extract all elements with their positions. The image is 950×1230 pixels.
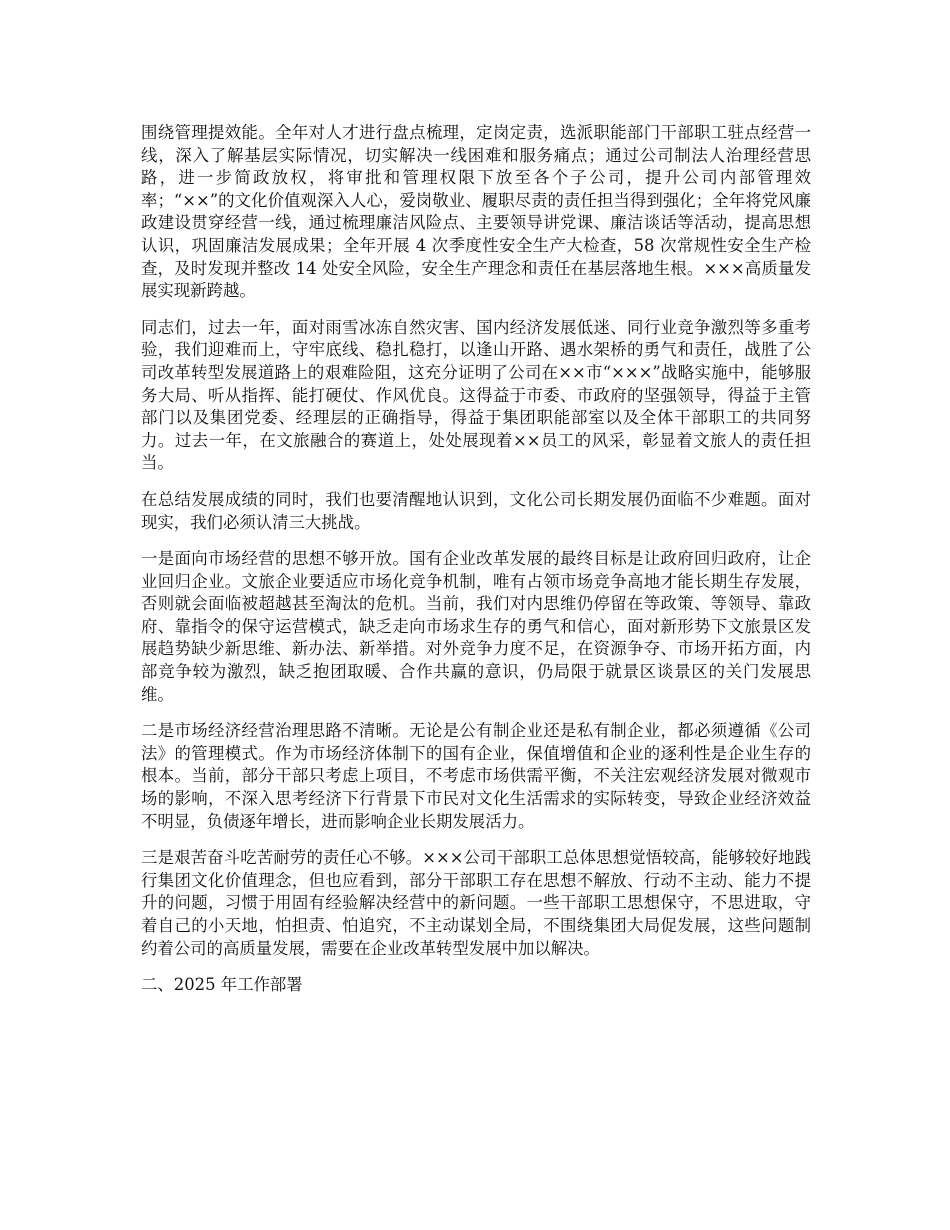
- paragraph-challenges-intro: 在总结发展成绩的同时，我们也要清醒地认识到，文化公司长期发展仍面临不少难题。面对现实，我们必须认清三大挑战。: [141, 489, 811, 532]
- document-body: [141, 122, 811, 1011]
- paragraph-management-efficiency: 围绕管理提效能。全年对人才进行盘点梳理，定岗定责，选派职能部门干部职工驻点经营一线，深入了解基层实际情况，切实解决一线困难和服务痛点；通过公司制法人治理经营思路，进一步简政放权，将审批和管理权限下放至各个子公司，提升公司内部管理效率；“××”的文化价值观深入人心，爱岗敬业、履职尽责的责任担当得到强化；全年将党风廉政建设贯穿经营一线，通过梳理廉洁风险点、主要领导讲党课、廉洁谈话等活动，提高思想认识，巩固廉洁发展成果；全年开展 4 次季度性安全生产大检查，58 次常规性安全生产检查，及时发现并整改 14 处安全风险，安全生产理念和责任在基层落地生根。×××高质量发展实现新跨越。: [141, 123, 811, 301]
- section-heading: 二、2025 年工作部署: [141, 975, 303, 995]
- paragraph-challenge-two: 二是市场经济经营治理思路不清晰。无论是公有制企业还是私有制企业，都必须遵循《公司法》的管理模式。作为市场经济体制下的国有企业，保值增值和企业的逐利性是企业生存的根本。当前，部分干部只考虑上项目，不考虑市场供需平衡，不关注宏观经济发展对微观市场的影响，不深入思考经济下行背景下市民对文化生活需求的实际转变，导致企业经济效益不明显，负债逐年增长，进而影响企业长期发展活力。: [141, 721, 811, 831]
- paragraph-challenge-three: 三是艰苦奋斗吃苦耐劳的责任心不够。×××公司干部职工总体思想觉悟较高，能够较好地践行集团文化价值理念，但也应看到，部分干部职工存在思想不解放、行动不主动、能力不提升的问题，习惯于用固有经验解决经营中的新问题。一些干部职工思想保守，不思进取，守着自己的小天地，怕担责、怕追究，不主动谋划全局，不围绕集团大局促发展，这些问题制约着公司的高质量发展，需要在企业改革转型发展中加以解决。: [141, 848, 811, 958]
- paragraph-past-year-summary: 同志们，过去一年，面对雨雪冰冻自然灾害、国内经济发展低迷、同行业竞争激烈等多重考验，我们迎难而上，守牢底线、稳扎稳打，以逢山开路、遇水架桥的勇气和责任，战胜了公司改革转型发展道路上的艰难险阻，这充分证明了公司在××市“×××”战略实施中，能够服务大局、听从指挥、能打硬仗、作风优良。这得益于市委、市政府的坚强领导，得益于主管部门以及集团党委、经理层的正确指导，得益于集团职能部室以及全体干部职工的共同努力。过去一年，在文旅融合的赛道上，处处展现着××员工的风采，彰显着文旅人的责任担当。: [141, 317, 811, 473]
- paragraph-challenge-one: 一是面向市场经营的思想不够开放。国有企业改革发展的最终目标是让政府回归政府，让企业回归企业。文旅企业要适应市场化竞争机制，唯有占领市场竞争高地才能长期生存发展，否则就会面临被超越甚至淘汰的危机。当前，我们对内思维仍停留在等政策、等领导、靠政府、靠指令的保守运营模式，缺乏走向市场求生存的勇气和信心，面对新形势下文旅景区发展趋势缺少新思维、新办法、新举措。对外竞争力度不足，在资源争夺、市场开拓方面，内部竞争较为激烈，缺乏抱团取暖、合作共赢的意识，仍局限于就景区谈景区的关门发展思维。: [141, 549, 811, 704]
